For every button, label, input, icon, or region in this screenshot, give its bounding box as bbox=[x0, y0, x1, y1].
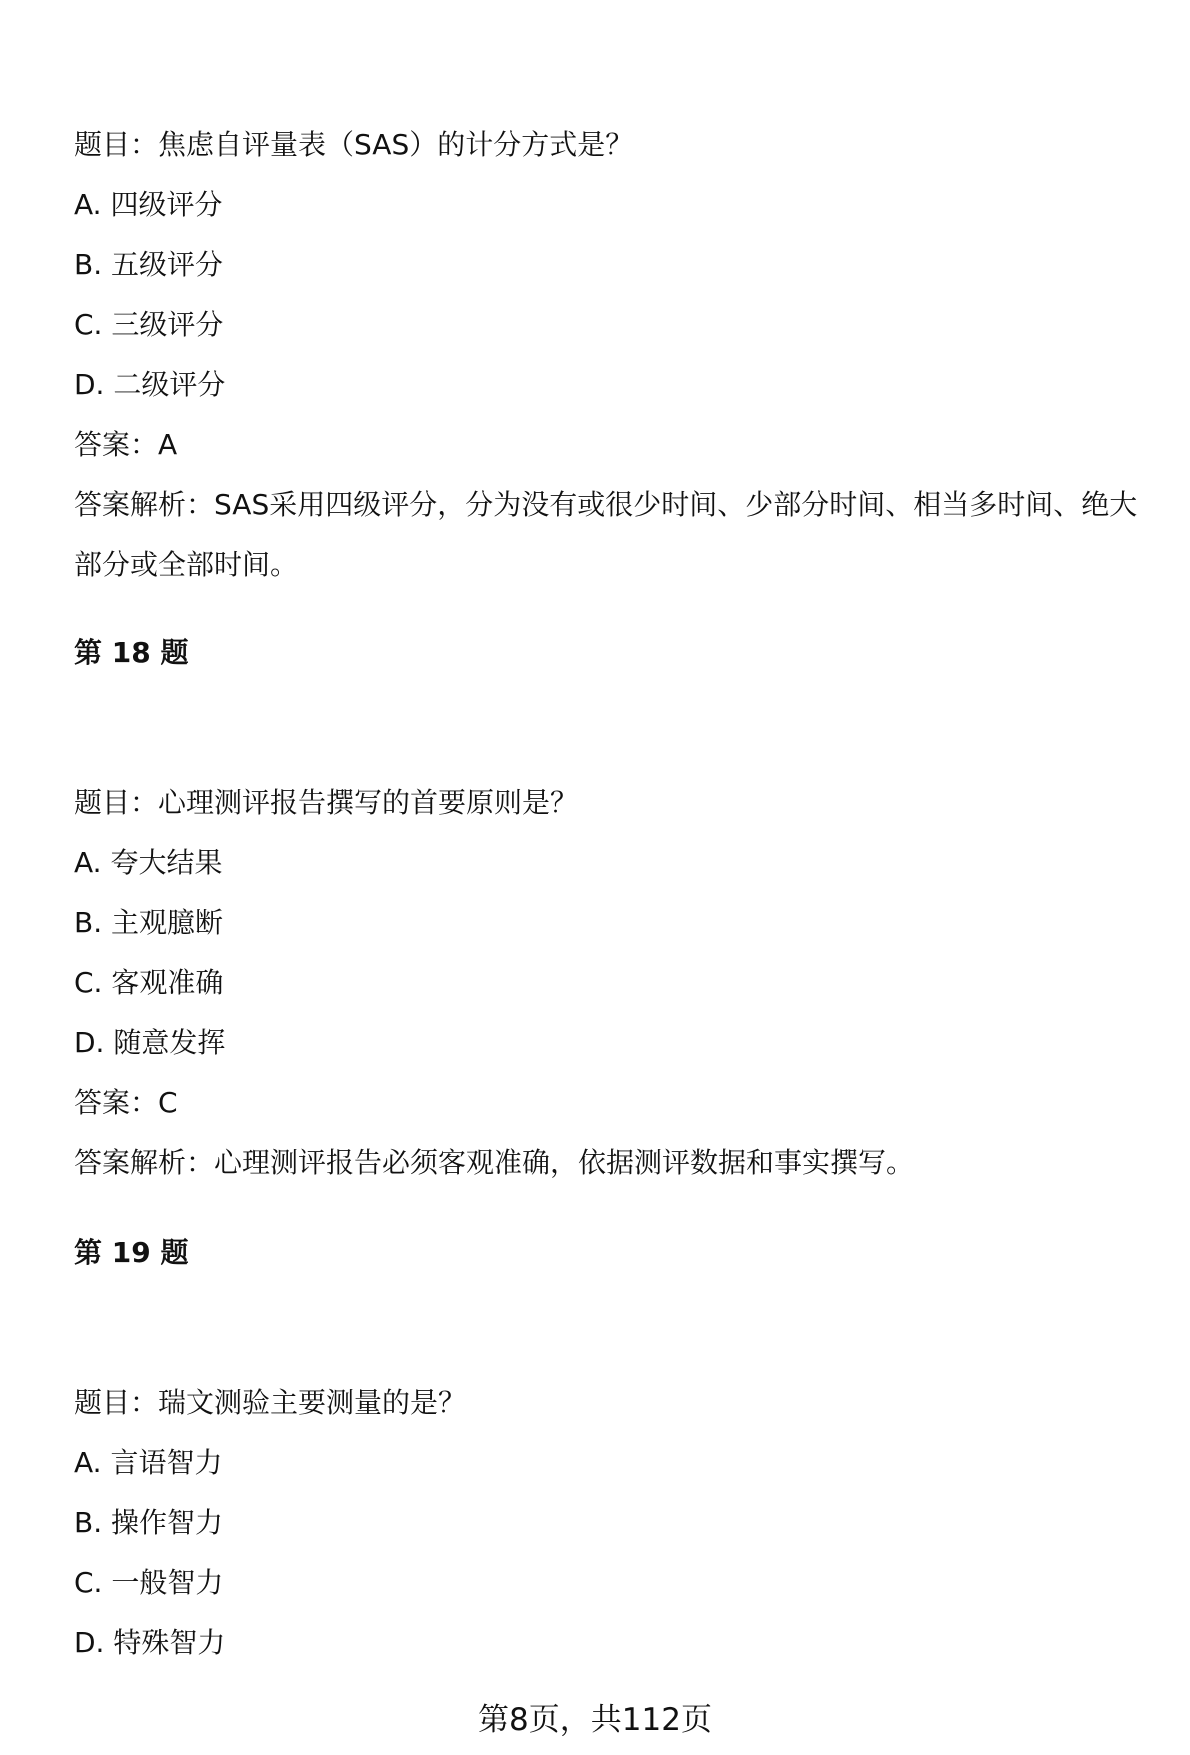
q19-heading: 第 19 题 bbox=[74, 1236, 189, 1269]
q17-option-a: A. 四级评分 bbox=[74, 188, 223, 221]
q18-option-c: C. 客观准确 bbox=[74, 966, 224, 999]
q17-option-c: C. 三级评分 bbox=[74, 308, 224, 341]
q18-question: 题目：心理测评报告撰写的首要原则是？ bbox=[74, 786, 579, 819]
q18-option-a: A. 夸大结果 bbox=[74, 846, 223, 879]
page-number-footer: 第8页，共112页 bbox=[478, 1702, 712, 1738]
q18-heading: 第 18 题 bbox=[74, 636, 189, 669]
q17-option-d: D. 二级评分 bbox=[74, 368, 226, 401]
q17-option-b: B. 五级评分 bbox=[74, 248, 224, 281]
q19-option-b: B. 操作智力 bbox=[74, 1506, 224, 1539]
q18-option-d: D. 随意发挥 bbox=[74, 1026, 226, 1059]
q19-option-d: D. 特殊智力 bbox=[74, 1626, 226, 1659]
q18-option-b: B. 主观臆断 bbox=[74, 906, 224, 939]
q17-answer: 答案：A bbox=[74, 428, 178, 461]
q17-question: 题目：焦虑自评量表（SAS）的计分方式是？ bbox=[74, 128, 634, 161]
q18-analysis: 答案解析：心理测评报告必须客观准确，依据测评数据和事实撰写。 bbox=[74, 1146, 915, 1179]
q19-question: 题目：瑞文测验主要测量的是？ bbox=[74, 1386, 467, 1419]
q19-option-a: A. 言语智力 bbox=[74, 1446, 223, 1479]
q17-analysis: 答案解析：SAS采用四级评分，分为没有或很少时间、少部分时间、相当多时间、绝大部分或全部时间。 bbox=[74, 488, 1138, 581]
q18-answer: 答案：C bbox=[74, 1086, 178, 1119]
q19-option-c: C. 一般智力 bbox=[74, 1566, 224, 1599]
